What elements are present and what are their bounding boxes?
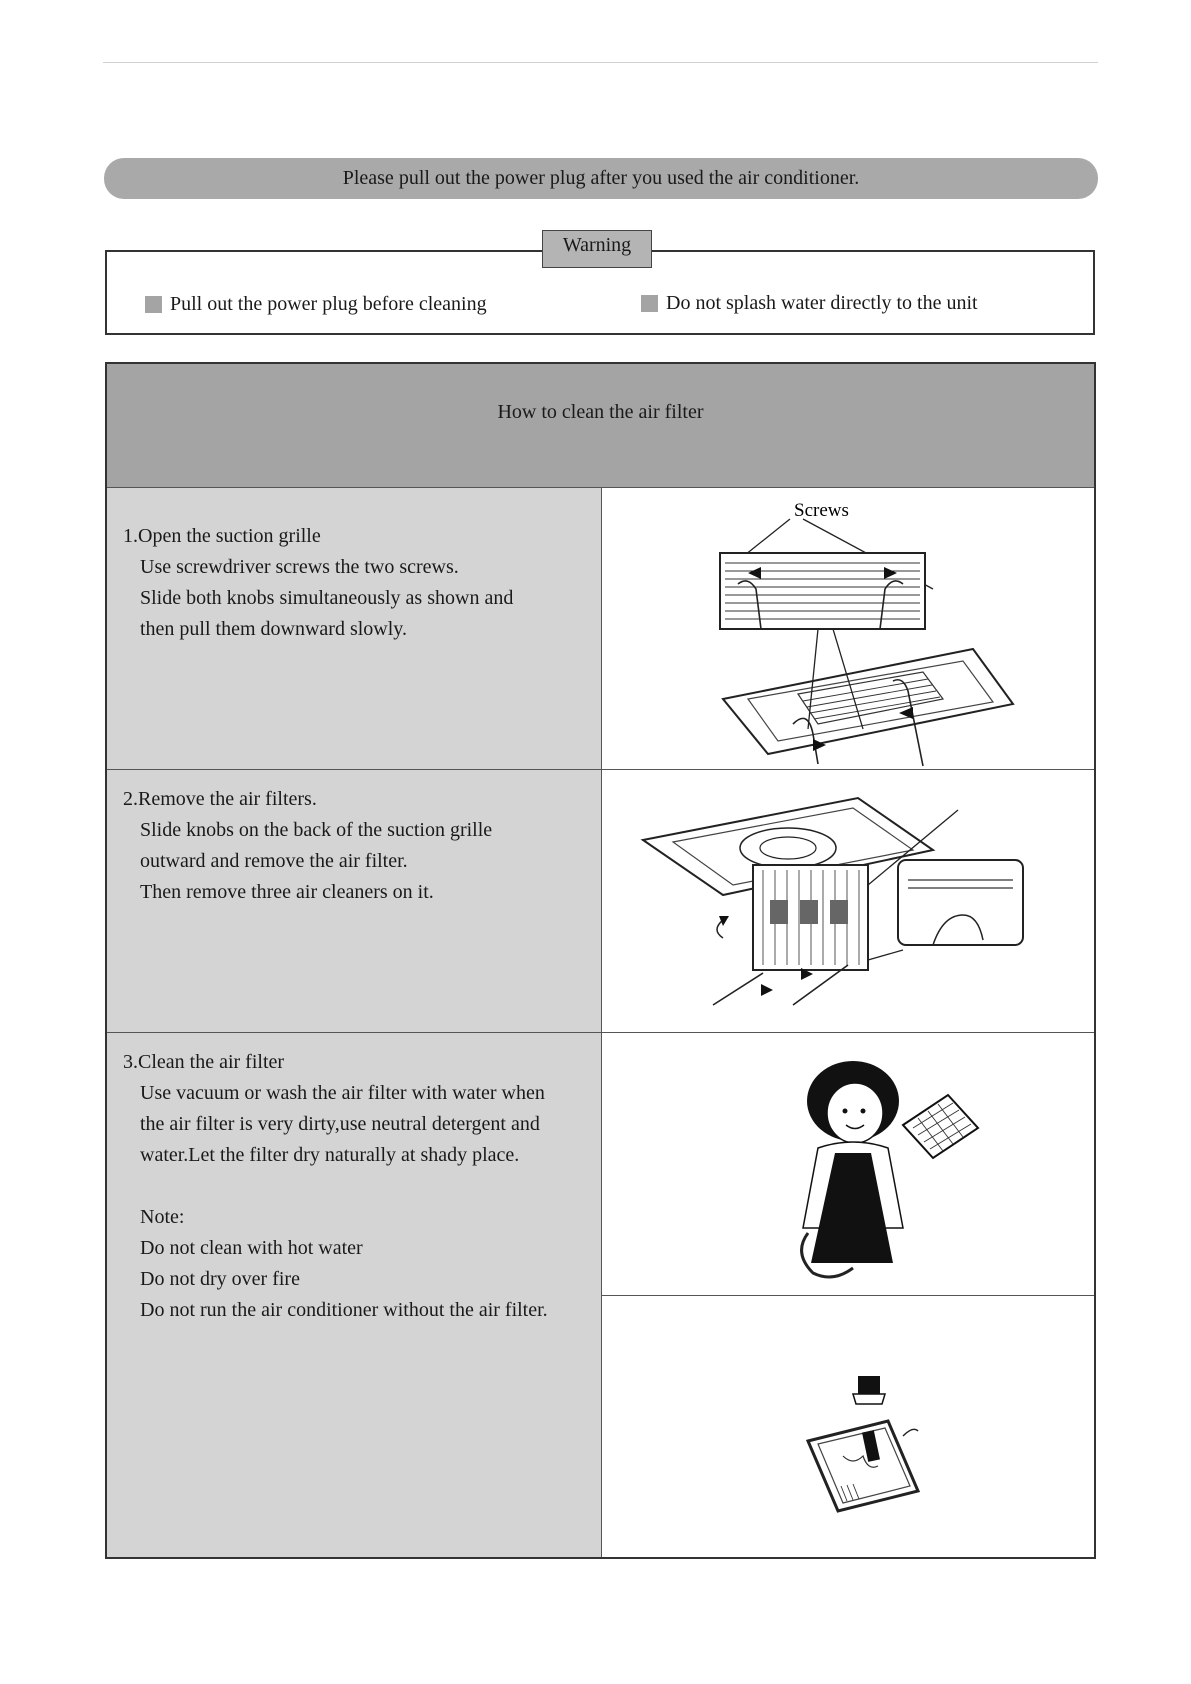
top-rule xyxy=(103,62,1098,63)
step-title: 3.Clean the air filter xyxy=(123,1051,285,1073)
step-line: the air filter is very dirty,use neutral detergent and xyxy=(140,1113,540,1135)
remove-filter-figure xyxy=(603,770,1093,1032)
warning-label: Warning xyxy=(542,230,652,268)
wash-filter-figure xyxy=(603,1296,1093,1558)
step-line: Then remove three air cleaners on it. xyxy=(140,881,434,903)
vacuum-filter-figure xyxy=(603,1033,1093,1295)
cleaning-table xyxy=(105,362,1096,1559)
step-title: 2.Remove the air filters. xyxy=(123,788,317,810)
square-bullet-icon xyxy=(145,296,162,313)
step-line: outward and remove the air filter. xyxy=(140,850,408,872)
step-line: Slide knobs on the back of the suction grille xyxy=(140,819,493,841)
step-1 xyxy=(123,521,513,645)
suction-grille-figure xyxy=(603,489,1093,769)
square-bullet-icon xyxy=(641,295,658,312)
step-line: then pull them downward slowly. xyxy=(140,618,408,640)
step-2 xyxy=(123,784,492,908)
note-line: Do not run the air conditioner without the air filter. xyxy=(140,1299,548,1321)
note-title: Note: xyxy=(140,1206,185,1228)
step-3 xyxy=(123,1047,548,1326)
section-title xyxy=(107,364,1094,488)
banner-text: Please pull out the power plug after you used the air conditioner. xyxy=(342,167,860,189)
power-plug-banner xyxy=(104,158,1098,199)
instructions-column xyxy=(107,488,602,1557)
note-line: Do not clean with hot water xyxy=(140,1237,363,1259)
warning-item-text: Pull out the power plug before cleaning xyxy=(170,293,487,315)
warning-item-text: Do not splash water directly to the unit xyxy=(666,292,978,314)
section-title-text: How to clean the air filter xyxy=(497,401,704,423)
note-line: Do not dry over fire xyxy=(140,1268,300,1290)
step-line: Use vacuum or wash the air filter with water when xyxy=(140,1082,545,1104)
step-line: water.Let the filter dry naturally at shady place. xyxy=(140,1144,520,1166)
step-title: 1.Open the suction grille xyxy=(123,525,321,547)
step-line: Slide both knobs simultaneously as shown and xyxy=(140,587,514,609)
warning-item-unplug xyxy=(145,293,487,316)
screws-label: Screws xyxy=(794,500,849,521)
step-line: Use screwdriver screws the two screws. xyxy=(140,556,459,578)
warning-item-no-water xyxy=(641,292,978,315)
